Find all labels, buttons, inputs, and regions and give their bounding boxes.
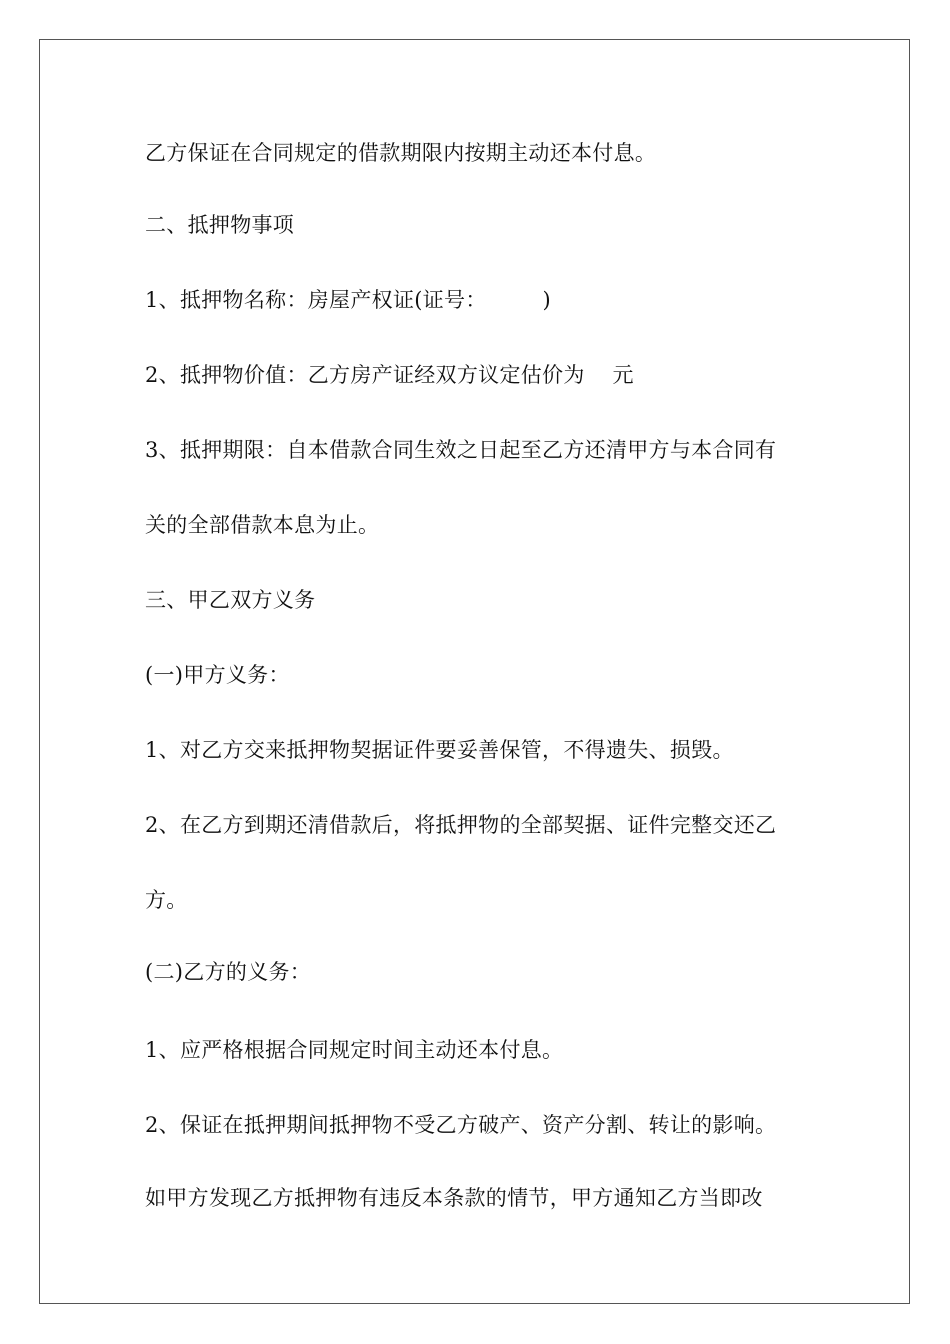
clause-mortgage-term: 3、抵押期限：自本借款合同生效之日起至乙方还清甲方与本合同有 (145, 438, 777, 462)
clause-party-b-collateral-protection: 2、保证在抵押期间抵押物不受乙方破产、资产分割、转让的影响。 (145, 1113, 777, 1137)
section-heading-obligations: 三、甲乙双方义务 (145, 588, 316, 612)
paragraph-repayment-guarantee: 乙方保证在合同规定的借款期限内按期主动还本付息。 (145, 141, 657, 165)
clause-party-a-safekeeping: 1、对乙方交来抵押物契据证件要妥善保管，不得遗失、损毁。 (145, 738, 734, 762)
clause-collateral-value: 2、抵押物价值：乙方房产证经双方议定估价为 元 (145, 363, 634, 387)
clause-party-b-violation-notice: 如甲方发现乙方抵押物有违反本条款的情节，甲方通知乙方当即改 (145, 1186, 763, 1210)
subheading-party-b-obligations: (二)乙方的义务： (145, 960, 312, 984)
clause-party-a-return-documents-continued: 方。 (145, 888, 188, 912)
subheading-party-a-obligations: (一)甲方义务： (145, 663, 290, 687)
clause-party-a-return-documents: 2、在乙方到期还清借款后，将抵押物的全部契据、证件完整交还乙 (145, 813, 777, 837)
clause-collateral-name: 1、抵押物名称：房屋产权证(证号： ) (145, 288, 551, 312)
clause-party-b-repayment: 1、应严格根据合同规定时间主动还本付息。 (145, 1038, 564, 1062)
section-heading-collateral: 二、抵押物事项 (145, 213, 295, 237)
clause-mortgage-term-continued: 关的全部借款本息为止。 (145, 513, 380, 537)
